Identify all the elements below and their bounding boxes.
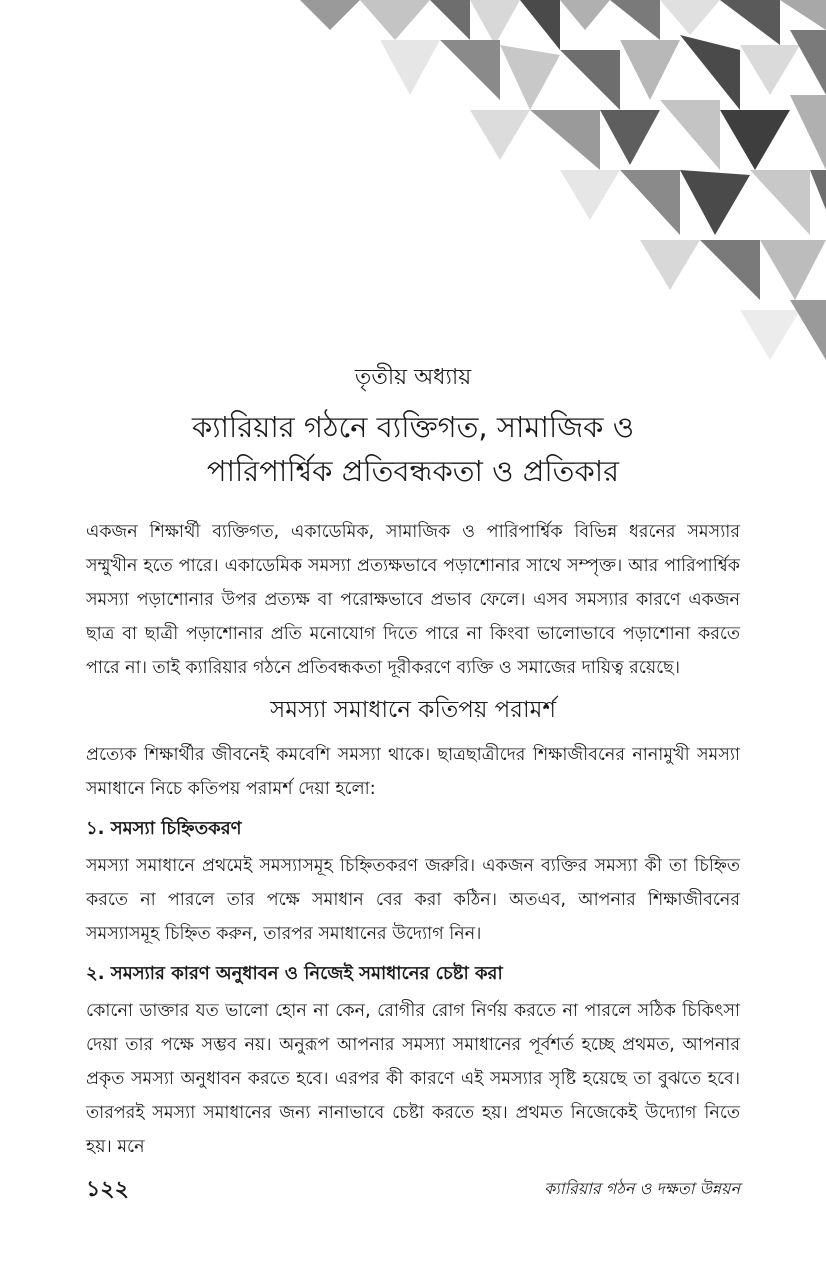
page-number: ১২২ [86,1177,129,1202]
section-heading: সমস্যা সমাধানে কতিপয় পরামর্শ [270,697,556,723]
chapter-title-line-2: পারিপার্শ্বিক প্রতিবন্ধকতা ও প্রতিকার [206,454,620,488]
section-intro-paragraph: প্রত্যেক শিক্ষার্থীর জীবনেই কমবেশি সমস্যা থাকে। ছাত্রছাত্রীদের শিক্ষাজীবনের নানামুখী সমস্যা সমাধানে নিচে কতিপয় পরামর্শ দেয়া হলো: [86,745,740,799]
running-footer-title: ক্যারিয়ার গঠন ও দক্ষতা উন্নয়ন [543,1179,740,1198]
chapter-label: তৃতীয় অধ্যায় [354,365,472,390]
intro-paragraph: একজন শিক্ষার্থী ব্যক্তিগত, একাডেমিক, সামাজিক ও পারিপার্শ্বিক বিভিন্ন ধরনের সমস্যার সম্মুখীন হতে পারে। একাডেমিক সমস্যা প্রত্যক্ষভাবে পড়াশোনার সাথে সম্পৃক্ত। আর পারিপার্শ্বিক সমস্যা পড়াশোনার উপর প্রত্যক্ষ বা পরোক্ষভাবে প্রভাব ফেলে। এসব সমস্যার কারণে একজন ছাত্র বা ছাত্রী পড়াশোনার প্রতি মনোযোগ দিতে পারে না কিংবা ভালোভাবে পড়াশোনা করতে পারে না। তাই ক্যারিয়ার গঠনে প্রতিবন্ধকতা দূরীকরণে ব্যক্তি ও সমাজের দায়িত্ব রয়েছে। [86,522,740,678]
point-1-paragraph: সমস্যা সমাধানে প্রথমেই সমস্যাসমূহ চিহ্নিতকরণ জরুরি। একজন ব্যক্তির সমস্যা কী তা চিহ্নিত করতে না পারলে তার পক্ষে সমাধান বের করা কঠিন। অতএব, আপনার শিক্ষাজীবনের সমস্যাসমূহ চিহ্নিত করুন, তারপর সমাধানের উদ্যোগ নিন। [86,856,740,944]
chapter-title-line-1: ক্যারিয়ার গঠনে ব্যক্তিগত, সামাজিক ও [191,410,635,444]
page-content [86,360,740,1164]
chapter-title [86,405,740,493]
point-2-paragraph: কোনো ডাক্তার যত ভালো হোন না কেন, রোগীর রোগ নির্ণয় করতে না পারলে সঠিক চিকিৎসা দেয়া তার পক্ষে সম্ভব নয়। অনুরূপ আপনার সমস্যা সমাধানের পূর্বশর্ত হচ্ছে প্রথমত, আপনার প্রকৃত সমস্যা অনুধাবন করতে হবে। এরপর কী কারণে এই সমস্যার সৃষ্টি হয়েছে তা বুঝতে হবে। তারপরই সমস্যা সমাধানের জন্য নানাভাবে চেষ্টা করতে হয়। প্রথমত নিজেকেই উদ্যোগ নিতে হয়। মনে [86,1001,740,1157]
page-footer [86,1172,740,1202]
decorative-triangle-pattern [0,0,826,380]
point-1-heading: ১. সমস্যা চিহ্নিতকরণ [86,818,242,839]
point-2-heading: ২. সমস্যার কারণ অনুধাবন ও নিজেই সমাধানের চেষ্টা করা [86,963,503,984]
